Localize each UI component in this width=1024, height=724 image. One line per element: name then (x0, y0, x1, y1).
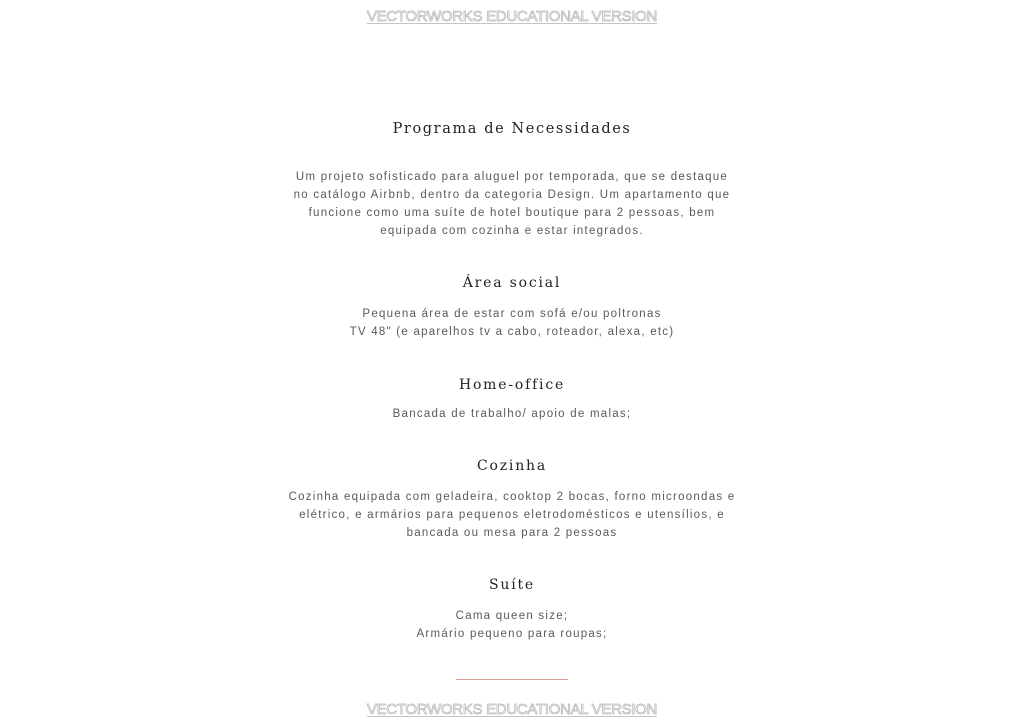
section-line: elétrico, e armários para pequenos eletrodomésticos e utensílios, e (299, 509, 725, 521)
intro-paragraph (262, 168, 762, 240)
section-line: Cama queen size; (455, 610, 569, 622)
section-line: Cozinha equipada com geladeira, cooktop 2 bocas, forno microondas e (288, 491, 736, 503)
section-line: bancada ou mesa para 2 pessoas (406, 527, 618, 539)
section-body-suite (262, 607, 762, 643)
watermark-bottom: VECTORWORKS EDUCATIONAL VERSION (366, 701, 658, 718)
section-heading-home-office: Home-office (458, 377, 566, 393)
section-body-area-social (262, 305, 762, 341)
section-line: TV 48" (e aparelhos tv a cabo, roteador, alexa, etc) (349, 326, 675, 338)
section-line: Bancada de trabalho/ apoio de malas; (392, 408, 632, 420)
watermark-top: VECTORWORKS EDUCATIONAL VERSION (366, 8, 658, 25)
accent-divider (456, 679, 568, 680)
intro-line: equipada com cozinha e estar integrados. (380, 225, 644, 237)
intro-line: Um projeto sofisticado para aluguel por temporada, que se destaque (295, 171, 729, 183)
section-heading-area-social: Área social (462, 275, 562, 291)
section-line: Armário pequeno para roupas; (416, 628, 608, 640)
intro-line: funcione como uma suíte de hotel boutique para 2 pessoas, bem (308, 207, 716, 219)
section-heading-cozinha: Cozinha (477, 458, 547, 474)
section-heading-suite: Suíte (489, 577, 535, 593)
section-line: Pequena área de estar com sofá e/ou poltronas (362, 308, 662, 320)
intro-line: no catálogo Airbnb, dentro da categoria Design. Um apartamento que (293, 189, 731, 201)
section-body-home-office (262, 405, 762, 423)
page-title: Programa de Necessidades (392, 121, 632, 137)
section-body-cozinha (262, 488, 762, 542)
